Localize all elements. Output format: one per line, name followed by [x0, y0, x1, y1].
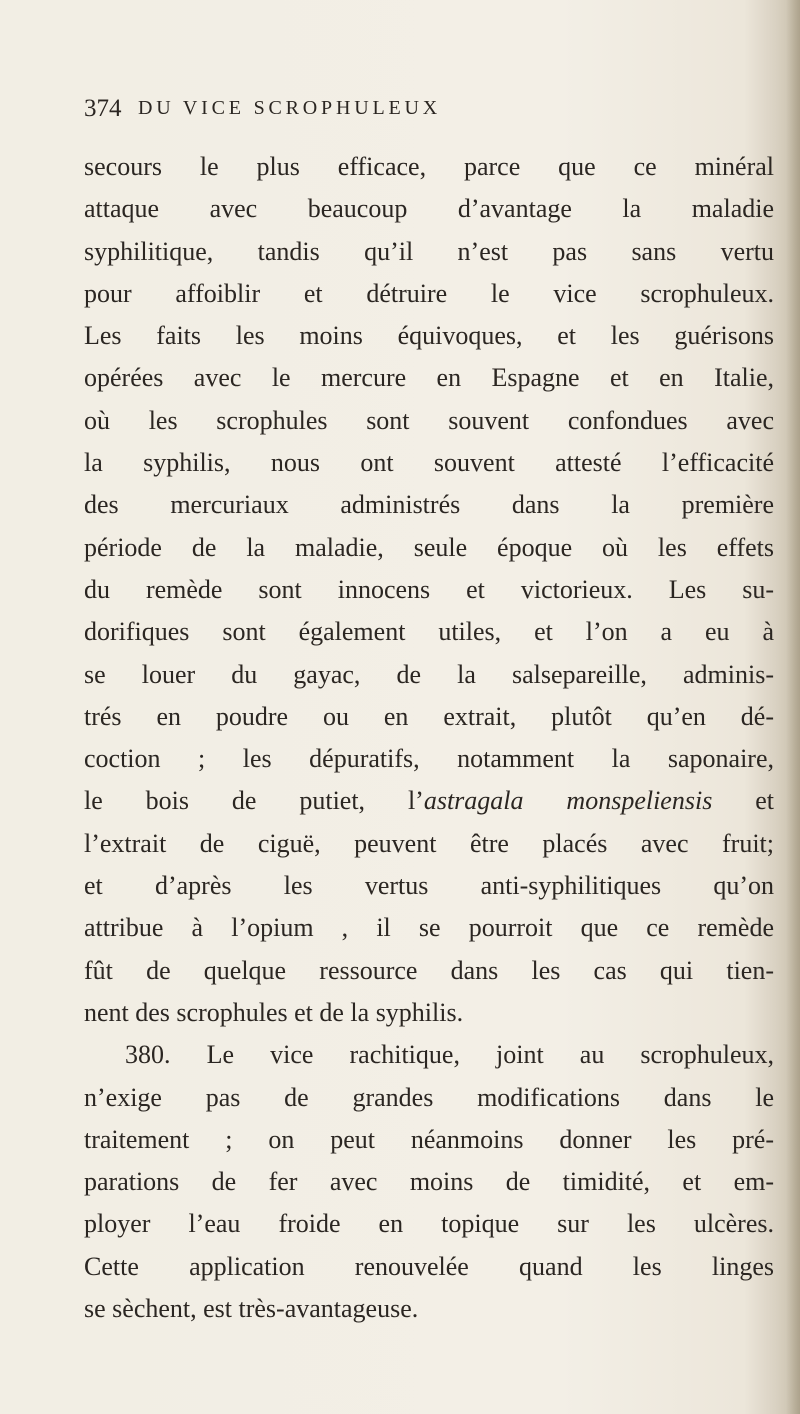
text-line: où les scrophules sont souvent confondues avec	[84, 405, 774, 435]
text-line: se sèchent, est très-avantageuse.	[84, 1294, 419, 1324]
text-line: syphilitique, tandis qu’il n’est pas sans vertu	[84, 236, 774, 266]
text-line: fût de quelque ressource dans les cas qui tien-	[84, 955, 774, 985]
text-line: attaque avec beaucoup d’avantage la maladie	[84, 194, 774, 224]
text-line: traitement ; on peut néanmoins donner les pré-	[84, 1124, 774, 1154]
page-number: 374	[84, 95, 122, 122]
text-line: période de la maladie, seule époque où les effets	[84, 532, 774, 562]
running-title: DU VICE SCROPHULEUX	[138, 97, 441, 119]
text-line: ployer l’eau froide en topique sur les ulcères.	[84, 1209, 774, 1239]
text-line: pour affoiblir et détruire le vice scrophuleux.	[84, 278, 774, 308]
page-header	[84, 95, 774, 135]
text-line: Cette application renouvelée quand les linges	[84, 1251, 774, 1281]
text-line: secours le plus efficace, parce que ce minéral	[84, 152, 774, 181]
text-line: et d’après les vertus anti-syphilitiques qu’on	[84, 871, 774, 901]
text-run: et	[712, 786, 774, 816]
text-line: dorifiques sont également utiles, et l’on a eu à	[84, 617, 774, 647]
text-line: du remède sont innocens et victorieux. Les su-	[84, 574, 774, 604]
text-line: coction ; les dépuratifs, notamment la saponaire,	[84, 744, 774, 774]
italic-latin-name: astragala monspeliensis	[423, 786, 713, 816]
text-line: la syphilis, nous ont souvent attesté l’efficacité	[84, 448, 774, 478]
text-line: opérées avec le mercure en Espagne et en Italie,	[84, 363, 774, 393]
text-line: trés en poudre ou en extrait, plutôt qu’en dé-	[84, 701, 774, 731]
body-text	[84, 146, 774, 1330]
text-line: nent des scrophules et de la syphilis.	[84, 997, 464, 1027]
text-run: le bois de putiet, l’	[84, 786, 424, 816]
text-line: l’extrait de ciguë, peuvent être placés avec fruit;	[84, 828, 774, 858]
text-line: attribue à l’opium , il se pourroit que ce remède	[84, 913, 774, 943]
text-line: Les faits les moins équivoques, et les guérisons	[84, 321, 774, 351]
text-line: se louer du gayac, de la salsepareille, adminis-	[84, 659, 774, 689]
text-line: parations de fer avec moins de timidité, et em-	[84, 1167, 774, 1197]
text-line: n’exige pas de grandes modifications dans le	[84, 1082, 774, 1112]
text-line: des mercuriaux administrés dans la première	[84, 490, 774, 520]
page-edge-shadow	[786, 0, 800, 1414]
paragraph-start-line: 380. Le vice rachitique, joint au scrophuleux,	[125, 1040, 774, 1070]
text-line-with-italic	[84, 780, 774, 822]
